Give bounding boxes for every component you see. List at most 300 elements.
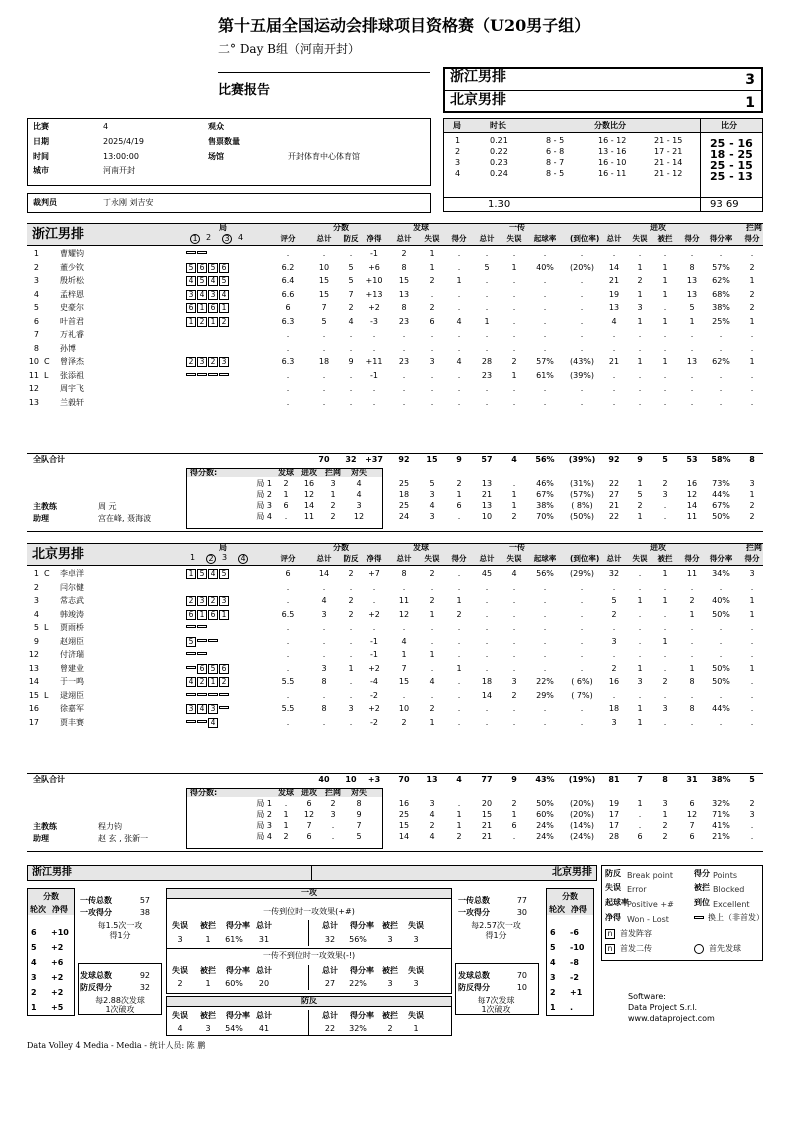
player-set-entries	[186, 718, 219, 728]
player-name: 周宇飞	[60, 384, 84, 393]
stat-rc-exc: .	[580, 636, 584, 646]
stat-tot: 8	[321, 704, 327, 713]
stat-bk: 1	[749, 276, 755, 285]
set-row-at-tot: 27	[608, 490, 620, 499]
sideout-b-value: 56%	[349, 935, 367, 944]
points-head: 拦网	[325, 468, 341, 477]
stat-rc-exc: .	[580, 704, 584, 713]
legend-key-pts: 得分	[694, 869, 710, 878]
stat-at-pct: .	[719, 343, 723, 353]
software-label: Software:	[628, 992, 666, 1001]
rotation-b-h2: 净得	[571, 905, 587, 914]
col-head-exc: 起球率	[533, 234, 557, 243]
stat-tot: .	[322, 249, 326, 258]
stat-rc-tot: .	[485, 623, 489, 632]
set-row-rc-err: 2	[511, 799, 517, 808]
sub-head-a: 失误	[172, 921, 188, 930]
player-name: 逯翊臣	[60, 690, 84, 700]
sideout-a-value: 60%	[225, 979, 243, 988]
starting-position: 3	[197, 357, 207, 367]
stat-tot: .	[322, 690, 326, 700]
substitute-marker	[186, 720, 196, 723]
rotation-net: +5	[51, 1003, 64, 1012]
player-set-entries	[186, 677, 230, 687]
player-number: 5	[33, 303, 39, 312]
set-row-at-err: .	[638, 821, 642, 830]
stat-at-pct: 34%	[712, 569, 730, 578]
set-row-at-blo: .	[663, 512, 667, 521]
set-row-rc-tot: 21	[481, 490, 493, 499]
set-row-sv-err: 3	[429, 490, 435, 499]
stat-rc-pos: .	[543, 276, 547, 285]
total-sv-tot: 70	[398, 775, 410, 784]
stat-sv-pts: .	[457, 384, 461, 393]
stat-rc-exc: .	[580, 717, 584, 727]
stat-at-pts: .	[690, 249, 694, 258]
player-name: 孟梓恩	[60, 289, 84, 299]
legend-first-serve: 首先发球	[709, 944, 741, 953]
set-row-at-pct: 67%	[712, 501, 730, 510]
set-row-rc-tot: 13	[481, 501, 493, 510]
stat-wl: -2	[370, 717, 378, 727]
total-at-pct: 38%	[711, 775, 731, 784]
stat-at-tot: 3	[611, 717, 617, 727]
player-set-entries	[186, 263, 230, 273]
player-number: 6	[33, 316, 39, 326]
col-head-exc2: (到位率)	[570, 234, 600, 243]
stat-sv-err: 1	[429, 609, 435, 619]
sideout-divider	[308, 965, 309, 990]
stat-at-err: .	[638, 569, 642, 578]
stat-sv-pts: .	[457, 289, 461, 299]
stat-rc-err: .	[512, 636, 516, 646]
rotation-net: -6	[570, 928, 579, 937]
stat-sv-tot: .	[402, 370, 406, 380]
legend-value-exc: Excellent	[713, 900, 750, 909]
stat-rc-pos: 40%	[536, 262, 554, 272]
starting-position: 2	[208, 357, 218, 367]
stat-at-pts: 8	[689, 704, 695, 713]
set-row-at-pct: 32%	[712, 799, 730, 808]
stat-sv-tot: 2	[401, 249, 407, 258]
starting-position: 1	[197, 610, 207, 620]
first-serve-circle	[694, 944, 704, 954]
stat-wl: -2	[370, 690, 378, 700]
stat-sv-tot: .	[402, 384, 406, 393]
stat-rc-exc: (43%)	[569, 357, 595, 366]
stat-at-blo: .	[663, 582, 667, 592]
set-row-rc-pos: 60%	[536, 810, 554, 819]
legend-sub-marker	[694, 914, 705, 922]
set-row-rc-pos: 70%	[536, 512, 554, 521]
set-marker	[222, 234, 232, 244]
score-team-b: 北京男排	[450, 92, 506, 108]
col-points: 分数	[333, 543, 349, 552]
starting-position: 3	[219, 596, 229, 606]
total-rc-exc: (39%)	[568, 455, 596, 464]
stat-rc-tot: .	[485, 384, 489, 393]
player-name: 叶首君	[60, 316, 84, 326]
report-title: 比赛报告	[218, 83, 271, 98]
player-number: 16	[28, 704, 39, 713]
stat-rc-exc: .	[580, 609, 584, 619]
set-row-sv-tot: 15	[398, 821, 410, 830]
total-at-pts: 31	[686, 775, 698, 784]
stat-vote: .	[286, 663, 290, 673]
stat-sv-tot: .	[402, 582, 406, 592]
player-number: 2	[33, 262, 39, 272]
stat-at-err: 1	[637, 717, 643, 727]
set-row-rc-exc: (20%)	[569, 810, 595, 819]
set-row-sv-err: 4	[429, 501, 435, 510]
stat-sv-tot: 8	[401, 303, 407, 312]
stat-at-err: .	[638, 343, 642, 353]
stat-vote: 6.2	[281, 262, 295, 272]
b-rec-pts-label: 一攻得分	[458, 908, 490, 917]
stat-vote: 6.3	[281, 316, 295, 326]
stat-rc-pos: .	[543, 289, 547, 299]
col-head-vote: 评分	[280, 554, 296, 563]
set-row-at-tot: 22	[608, 479, 620, 488]
starting-position: 2	[186, 596, 196, 606]
stat-rc-pos: 29%	[536, 690, 554, 700]
sub-head-b: 总计	[322, 966, 338, 975]
rotation-number: 4	[31, 958, 37, 967]
stat-at-pts: 8	[689, 677, 695, 686]
set-row-at-pts: 7	[689, 821, 695, 830]
stat-at-pts: 8	[689, 262, 695, 272]
player-number: 3	[33, 596, 39, 605]
set-partial-21: 21 - 14	[654, 158, 683, 167]
header-rule	[27, 245, 763, 246]
stat-wl: +11	[365, 357, 383, 366]
stat-bp: .	[349, 690, 353, 700]
rotation-number: 2	[31, 988, 37, 997]
stat-rc-err: .	[512, 343, 516, 353]
stat-tot: .	[322, 717, 326, 727]
stat-at-pct: .	[719, 623, 723, 632]
set-score: 25 - 13	[710, 170, 753, 183]
starting-position: 4	[186, 677, 196, 687]
starting-position: 2	[197, 677, 207, 687]
section-end-rule	[27, 851, 763, 852]
stat-at-pts: .	[690, 690, 694, 700]
starting-position: 1	[208, 317, 218, 327]
set-row-rc-err: 1	[511, 501, 517, 510]
event-subtitle: 二° Day B组（河南开封）	[218, 42, 361, 56]
set-row-bk: 3	[330, 810, 336, 819]
set-row-at: 7	[306, 821, 312, 830]
stat-at-blo: .	[663, 609, 667, 619]
legend-setter-marker	[605, 944, 616, 954]
stat-bk: 1	[749, 596, 755, 605]
a-rec-tot: 57	[139, 896, 150, 905]
set-row-sv-tot: 25	[398, 501, 410, 510]
stat-bp: 5	[348, 262, 354, 272]
set-row-bk: 2	[330, 501, 336, 510]
set-row-rc-tot: 21	[481, 832, 493, 841]
stat-at-tot: 4	[611, 316, 617, 326]
stat-bk: .	[750, 343, 754, 353]
stat-rc-pos: .	[543, 249, 547, 258]
sub-head-b: 被拦	[382, 1011, 398, 1020]
stat-rc-err: 4	[511, 569, 517, 578]
col-head-tot: 总计	[316, 234, 332, 243]
stat-rc-tot: .	[485, 276, 489, 285]
set-row-sv-tot: 25	[398, 479, 410, 488]
stat-at-err: 3	[637, 677, 643, 686]
stat-at-blo: .	[663, 690, 667, 700]
set-row-sv-err: 4	[429, 810, 435, 819]
assistant-label: 助理	[33, 834, 49, 843]
set-row-at-err: 6	[637, 832, 643, 841]
stat-rc-tot: .	[485, 582, 489, 592]
starting-position: 3	[219, 357, 229, 367]
player-name: 李卓洋	[60, 569, 84, 578]
set-marker	[238, 234, 243, 242]
player-set-entries	[186, 691, 230, 699]
stat-at-pct: 62%	[712, 357, 730, 366]
player-set-entries	[186, 623, 208, 631]
stat-at-pct: 50%	[712, 677, 730, 686]
set-row-at-pct: 50%	[712, 512, 730, 521]
stat-at-blo: .	[663, 623, 667, 632]
stat-sv-err: .	[430, 623, 434, 632]
set-row-sv-err: 3	[429, 799, 435, 808]
sub-head-a: 被拦	[200, 921, 216, 930]
set-row-at-err: 1	[637, 512, 643, 521]
set-row-at-pct: 73%	[712, 479, 730, 488]
sideout-b-value: 22	[324, 1024, 336, 1033]
stat-rc-err: .	[512, 303, 516, 312]
legend-key-exc: 到位	[694, 898, 710, 907]
stat-rc-err: 1	[511, 262, 517, 272]
set-row-sv-pts: 1	[456, 810, 462, 819]
stat-sv-pts: .	[457, 636, 461, 646]
stat-rc-exc: (29%)	[569, 569, 595, 578]
set-number: 4	[455, 169, 461, 178]
total-at-tot: 81	[608, 775, 620, 784]
set-marker-label: 4	[238, 233, 244, 242]
col-block: 拦网	[746, 223, 762, 232]
total-at-pts: 53	[686, 455, 698, 464]
set-row-at-pts: 6	[689, 799, 695, 808]
sideout-neg-title: 一传不到位时一攻效果(-!)	[262, 951, 356, 960]
stat-tot: .	[322, 650, 326, 659]
stat-bp: .	[349, 384, 353, 393]
set-row-op: 8	[356, 799, 362, 808]
starting-position: 1	[219, 303, 229, 313]
set-partial-21: 21 - 15	[654, 136, 683, 145]
stat-vote: .	[286, 397, 290, 407]
set-partial-8: 8 - 5	[546, 169, 565, 178]
stat-bp: 9	[348, 357, 354, 366]
stat-rc-err: .	[512, 397, 516, 407]
sideout-a-value: 61%	[225, 935, 243, 944]
col-head-neg: 失误	[506, 554, 522, 563]
substitute-marker	[219, 706, 229, 709]
set-row-label: 局 1	[256, 479, 272, 488]
stat-bk: .	[750, 677, 754, 686]
stat-bk: .	[750, 623, 754, 632]
set-row-op: 7	[356, 821, 362, 830]
set-row-bk: .	[331, 832, 335, 841]
stat-at-err: .	[638, 330, 642, 339]
rotation-number: 5	[550, 943, 556, 952]
stat-rc-tot: .	[485, 303, 489, 312]
col-attack: 进攻	[650, 223, 666, 232]
rotation-number: 4	[550, 958, 556, 967]
starting-position: 2	[208, 596, 218, 606]
set-row-at-tot: 17	[608, 810, 620, 819]
col-head-tot: 总计	[479, 234, 495, 243]
stat-at-blo: .	[663, 330, 667, 339]
sideout-b-value: 32%	[349, 1024, 367, 1033]
stat-rc-pos: .	[543, 663, 547, 673]
stat-bp: 1	[348, 663, 354, 673]
stat-at-pts: 11	[686, 569, 698, 578]
player-set-entries	[186, 596, 230, 606]
stat-bk: .	[750, 582, 754, 592]
sideout-b-value: 22%	[349, 979, 367, 988]
b-rec-note2: 得1分	[485, 931, 507, 940]
stat-sv-pts: 1	[456, 596, 462, 605]
set-row-rc-exc: ( 8%)	[571, 501, 593, 510]
stat-at-pts: 5	[689, 303, 695, 312]
col-head-pts: 得分	[451, 554, 467, 563]
sets-header-partials: 分数比分	[594, 121, 626, 130]
stat-bp: .	[349, 370, 353, 380]
sub-head-b: 得分率	[350, 1011, 374, 1020]
col-head-blk_pts: 得分	[744, 234, 760, 243]
stat-at-err: .	[638, 650, 642, 659]
col-head-pts: 得分	[684, 554, 700, 563]
starting-position: 5	[219, 569, 229, 579]
stat-at-err: .	[638, 636, 642, 646]
substitute-marker	[197, 652, 207, 655]
stat-sv-err: .	[430, 663, 434, 673]
stat-tot: 4	[321, 596, 327, 605]
stat-wl: .	[372, 384, 376, 393]
starting-position: 4	[186, 276, 196, 286]
stat-bk: .	[750, 636, 754, 646]
set-row-bk: 3	[749, 479, 755, 488]
set-row-at-pts: 6	[689, 832, 695, 841]
stat-sv-err: 2	[429, 276, 435, 285]
sub-head-a: 总计	[256, 966, 272, 975]
stat-sv-pts: .	[457, 623, 461, 632]
stat-sv-err: .	[430, 370, 434, 380]
substitute-marker	[197, 720, 207, 723]
stat-sv-tot: 8	[401, 569, 407, 578]
stat-rc-exc: .	[580, 343, 584, 353]
legend-key-wl: 净得	[605, 913, 621, 922]
stat-sv-pts: .	[457, 370, 461, 380]
player-set-entries	[186, 290, 230, 300]
set-row-sv-tot: 25	[398, 810, 410, 819]
set-marker-label: 2	[206, 233, 212, 242]
set-marker	[190, 554, 195, 562]
starting-position: 3	[186, 704, 196, 714]
stat-sv-tot: .	[402, 330, 406, 339]
stat-rc-pos: .	[543, 303, 547, 312]
stat-bk: .	[750, 249, 754, 258]
stat-rc-err: .	[512, 650, 516, 659]
set-row-at-pct: 44%	[712, 490, 730, 499]
set-row-at: 6	[306, 799, 312, 808]
stat-at-err: 1	[637, 262, 643, 272]
section-end-rule	[27, 531, 763, 532]
stat-rc-tot: .	[485, 330, 489, 339]
points-label: 得分数:	[190, 788, 218, 797]
set-row-at-blo: 1	[662, 810, 668, 819]
stat-sv-err: 4	[429, 677, 435, 686]
stat-at-err: .	[638, 609, 642, 619]
stat-bk: .	[750, 397, 754, 407]
won-set-marker: 4	[238, 554, 248, 564]
stat-at-pct: 50%	[712, 663, 730, 673]
time-label: 时间	[33, 152, 49, 161]
stat-at-blo: .	[663, 370, 667, 380]
stat-vote: 5.5	[281, 677, 295, 686]
stat-at-blo: 1	[662, 569, 668, 578]
set-row-label: 局 2	[256, 810, 272, 819]
stat-bp: .	[349, 330, 353, 339]
stat-tot: .	[322, 330, 326, 339]
starting-position: 5	[186, 263, 196, 273]
stat-sv-pts: .	[457, 249, 461, 258]
a-sv-tot: 92	[139, 971, 150, 980]
set-row-label: 局 4	[256, 512, 272, 521]
stat-rc-exc: ( 6%)	[571, 677, 593, 686]
b-sv-pts-label: 防反得分	[458, 983, 490, 992]
stat-sv-pts: .	[457, 582, 461, 592]
stat-rc-tot: .	[485, 717, 489, 727]
set-duration: 0.21	[490, 136, 508, 145]
set-row-at-blo: 2	[662, 832, 668, 841]
set-partial-21: 17 - 21	[654, 147, 683, 156]
coach-label: 主教练	[33, 502, 57, 511]
sets-header-duration: 时长	[490, 121, 506, 130]
starting-position: 1	[219, 610, 229, 620]
player-number: 14	[28, 677, 39, 686]
legend-sub-label: 换上（非首发）	[708, 913, 764, 922]
player-name: 兰毅轩	[60, 397, 84, 407]
stat-sv-pts: 4	[456, 357, 462, 366]
stat-rc-exc: ( 7%)	[571, 690, 593, 700]
stat-rc-tot: .	[485, 397, 489, 407]
referees-box	[27, 193, 431, 213]
stat-rc-exc: (20%)	[569, 262, 595, 272]
player-role: L	[44, 623, 49, 632]
player-role: L	[44, 690, 49, 700]
player-name: 董少钦	[60, 262, 84, 272]
stat-at-blo: .	[663, 343, 667, 353]
stat-at-pct: .	[719, 330, 723, 339]
match-venue: 开封体育中心体育馆	[288, 152, 360, 161]
stat-at-pct: .	[719, 717, 723, 727]
stat-sv-err: 6	[429, 316, 435, 326]
player-set-entries	[186, 610, 230, 620]
footer: Data Volley 4 Media - Media - 统计人员: 陈 鹏	[27, 1041, 206, 1050]
stat-sv-err: .	[430, 636, 434, 646]
player-number: 10	[28, 357, 39, 366]
stat-sv-tot: 13	[398, 289, 410, 299]
stat-rc-tot: .	[485, 704, 489, 713]
col-head-wl: 净得	[366, 554, 382, 563]
stat-at-pts: .	[690, 397, 694, 407]
sub-head-a: 被拦	[200, 966, 216, 975]
